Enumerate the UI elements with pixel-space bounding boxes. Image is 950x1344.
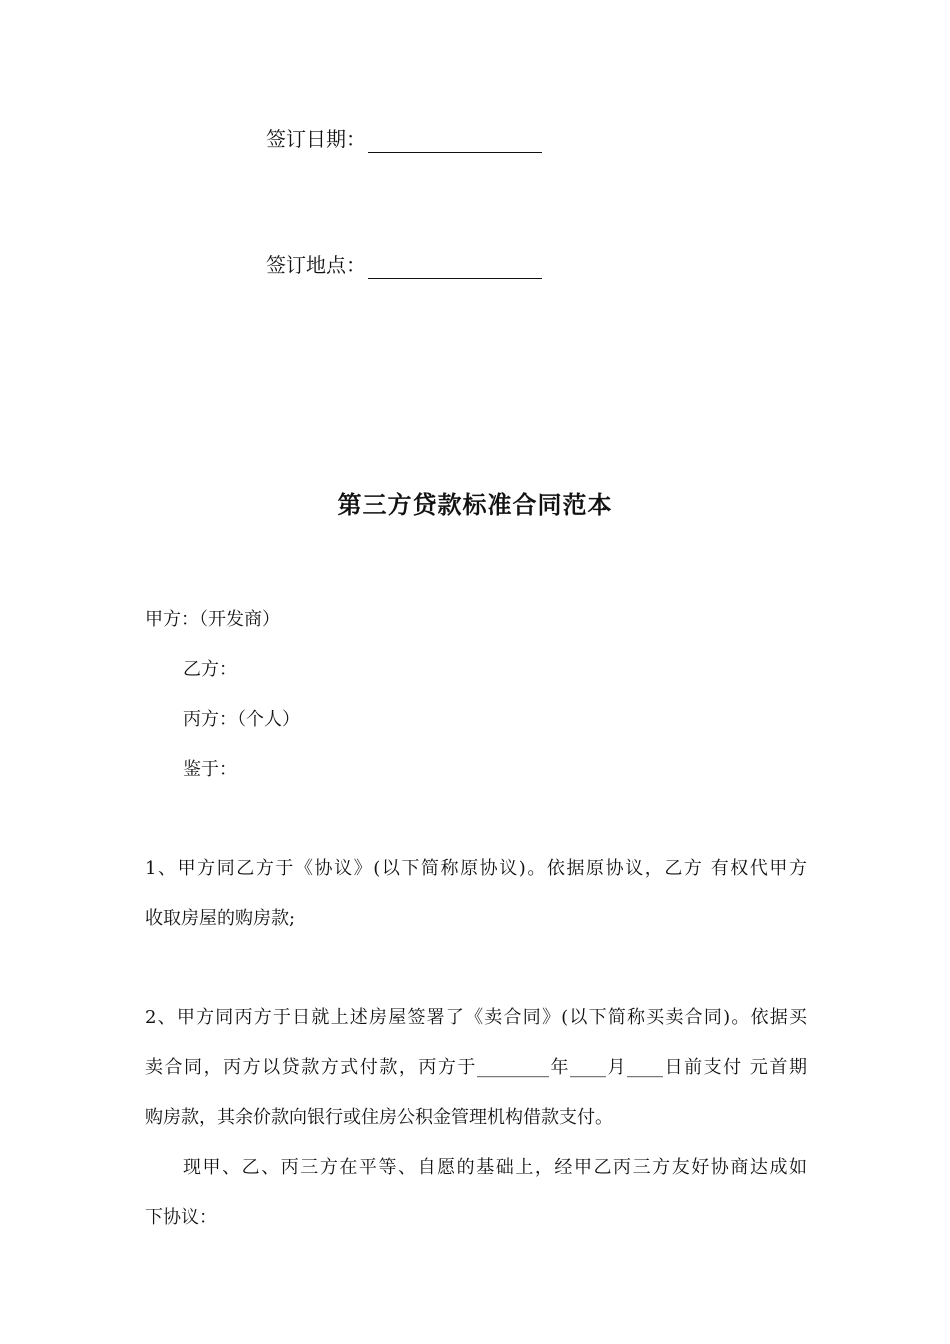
signing-date-row <box>266 125 542 153</box>
signing-place-row <box>266 251 542 279</box>
clause-1-line-1: 1、甲方同乙方于《协议》(以下简称原协议)。依据原协议，乙方 有权代甲方 <box>145 858 807 879</box>
clause-2-line-1: 2、甲方同丙方于日就上述房屋签署了《卖合同》(以下简称买卖合同)。依据买 <box>145 1007 807 1028</box>
signing-place-blank <box>368 254 542 279</box>
clause-3-line-1: 现甲、乙、丙三方在平等、自愿的基础上，经甲乙丙三方友好协商达成如 <box>183 1157 807 1178</box>
whereas: 鉴于： <box>183 759 237 780</box>
party-b: 乙方： <box>183 659 237 680</box>
party-c: 丙方：（个人） <box>183 709 300 730</box>
signing-date-label: 签订日期： <box>266 127 366 151</box>
document-title: 第三方贷款标准合同范本 <box>337 490 613 519</box>
clause-3-line-2: 下协议： <box>145 1207 217 1228</box>
clause-2-line-3: 购房款，其余价款向银行或住房公积金管理机构借款支付。 <box>145 1107 613 1128</box>
signing-place-label: 签订地点： <box>266 253 366 277</box>
clause-1-line-2: 收取房屋的购房款; <box>145 908 296 929</box>
clause-2-line-2: 卖合同，丙方以贷款方式付款，丙方于________年____月____日前支付 元首期 <box>145 1057 807 1078</box>
party-a: 甲方：（开发商） <box>145 609 280 630</box>
signing-date-blank <box>368 128 542 153</box>
